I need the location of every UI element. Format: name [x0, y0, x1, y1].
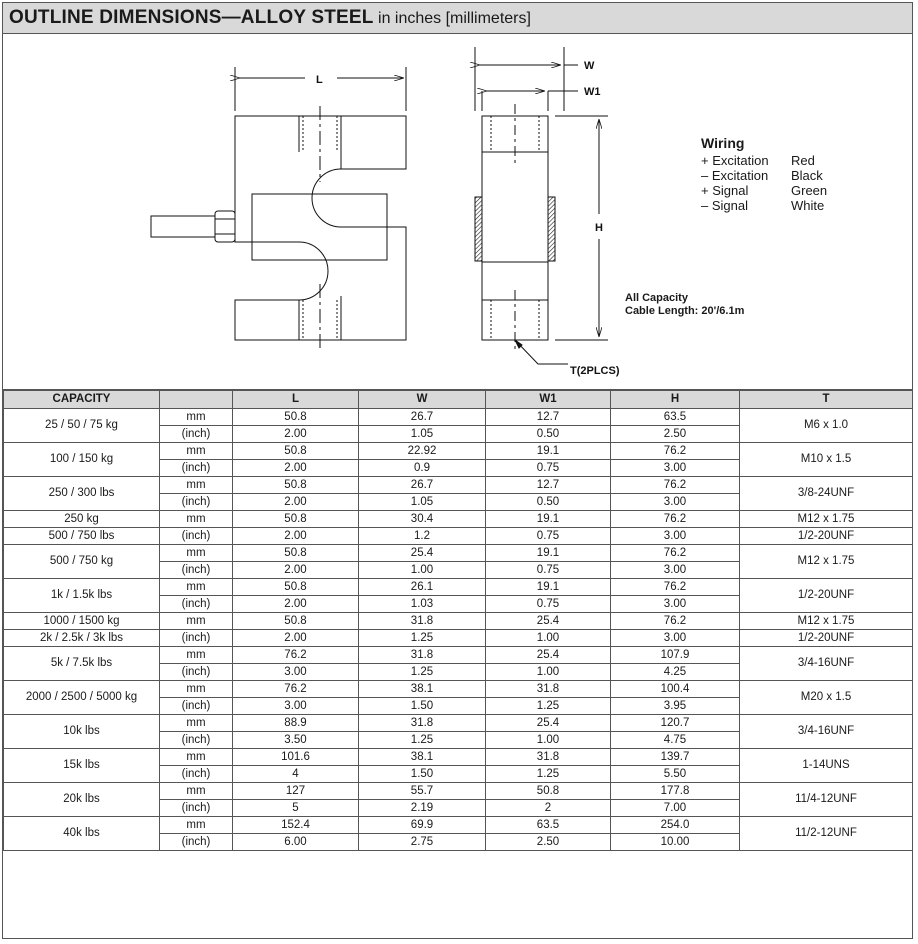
- value-cell: 76.2: [233, 647, 359, 664]
- value-cell: 2.00: [233, 630, 359, 647]
- value-cell: 139.7: [611, 749, 740, 766]
- unit-cell: (inch): [160, 732, 233, 749]
- thread-label: T(2PLCS): [570, 365, 620, 377]
- capacity-cell: 1000 / 1500 kg: [4, 613, 160, 630]
- value-cell: 1.50: [359, 698, 486, 715]
- value-cell: 120.7: [611, 715, 740, 732]
- table-row: [4, 579, 913, 596]
- unit-cell: mm: [160, 817, 233, 834]
- value-cell: 50.8: [233, 409, 359, 426]
- capacity-cell: 500 / 750 kg: [4, 545, 160, 579]
- value-cell: 2.00: [233, 528, 359, 545]
- value-cell: 76.2: [611, 477, 740, 494]
- value-cell: 0.75: [486, 562, 611, 579]
- wiring-row: [701, 198, 891, 213]
- unit-cell: mm: [160, 409, 233, 426]
- wiring-signal: – Excitation: [701, 168, 769, 183]
- thread-cell: M10 x 1.5: [740, 443, 913, 477]
- value-cell: 1.00: [486, 664, 611, 681]
- value-cell: 25.4: [486, 715, 611, 732]
- table-row: [4, 528, 913, 545]
- capacity-cell: 5k / 7.5k lbs: [4, 647, 160, 681]
- thread-cell: M12 x 1.75: [740, 613, 913, 630]
- value-cell: 1.25: [359, 630, 486, 647]
- front-view: [151, 67, 406, 352]
- table-body: [4, 409, 913, 851]
- capacity-cell: 25 / 50 / 75 kg: [4, 409, 160, 443]
- header-capacity: CAPACITY: [4, 391, 160, 409]
- value-cell: 3.00: [611, 562, 740, 579]
- unit-cell: (inch): [160, 834, 233, 851]
- outline-drawing: [3, 34, 912, 390]
- value-cell: 10.00: [611, 834, 740, 851]
- value-cell: 26.1: [359, 579, 486, 596]
- wiring-color: Red: [791, 153, 815, 168]
- title-main: OUTLINE DIMENSIONS—ALLOY STEEL: [9, 7, 374, 28]
- value-cell: 1.25: [486, 698, 611, 715]
- value-cell: 76.2: [611, 545, 740, 562]
- value-cell: 76.2: [611, 579, 740, 596]
- unit-cell: mm: [160, 477, 233, 494]
- capacity-cell: 40k lbs: [4, 817, 160, 851]
- value-cell: 1.25: [486, 766, 611, 783]
- header-H: H: [611, 391, 740, 409]
- value-cell: 3.00: [233, 698, 359, 715]
- value-cell: 19.1: [486, 579, 611, 596]
- value-cell: 5: [233, 800, 359, 817]
- value-cell: 1.25: [359, 732, 486, 749]
- value-cell: 38.1: [359, 749, 486, 766]
- dimensions-table: [3, 390, 913, 851]
- value-cell: 1.05: [359, 426, 486, 443]
- value-cell: 3.00: [611, 460, 740, 477]
- capacity-cell: 15k lbs: [4, 749, 160, 783]
- table-row: [4, 409, 913, 426]
- thread-cell: 1/2-20UNF: [740, 579, 913, 613]
- value-cell: 3.00: [611, 494, 740, 511]
- value-cell: 1.2: [359, 528, 486, 545]
- value-cell: 107.9: [611, 647, 740, 664]
- value-cell: 76.2: [611, 613, 740, 630]
- value-cell: 152.4: [233, 817, 359, 834]
- value-cell: 3.00: [611, 528, 740, 545]
- value-cell: 1.00: [359, 562, 486, 579]
- value-cell: 6.00: [233, 834, 359, 851]
- value-cell: 76.2: [611, 443, 740, 460]
- wiring-legend: [701, 136, 891, 213]
- cable-line-2: Cable Length: 20'/6.1m: [625, 305, 745, 317]
- value-cell: 1.03: [359, 596, 486, 613]
- value-cell: 2.00: [233, 596, 359, 613]
- thread-cell: M20 x 1.5: [740, 681, 913, 715]
- value-cell: 50.8: [233, 443, 359, 460]
- dim-W1-label: W1: [584, 86, 601, 98]
- table-row: [4, 511, 913, 528]
- wiring-color: White: [791, 198, 825, 213]
- value-cell: 12.7: [486, 477, 611, 494]
- unit-cell: (inch): [160, 494, 233, 511]
- dim-H-label: H: [595, 222, 603, 234]
- value-cell: 50.8: [233, 477, 359, 494]
- value-cell: 63.5: [486, 817, 611, 834]
- wiring-title: Wiring: [701, 135, 745, 151]
- value-cell: 2.00: [233, 494, 359, 511]
- header-unit: [160, 391, 233, 409]
- unit-cell: (inch): [160, 596, 233, 613]
- value-cell: 26.7: [359, 409, 486, 426]
- unit-cell: (inch): [160, 630, 233, 647]
- table-header-row: [4, 391, 913, 409]
- value-cell: 26.7: [359, 477, 486, 494]
- value-cell: 31.8: [486, 681, 611, 698]
- thread-cell: 3/8-24UNF: [740, 477, 913, 511]
- unit-cell: mm: [160, 579, 233, 596]
- unit-cell: (inch): [160, 562, 233, 579]
- value-cell: 3.00: [611, 596, 740, 613]
- capacity-cell: 10k lbs: [4, 715, 160, 749]
- thread-cell: 3/4-16UNF: [740, 647, 913, 681]
- unit-cell: mm: [160, 681, 233, 698]
- value-cell: 1.05: [359, 494, 486, 511]
- dim-W-label: W: [584, 60, 595, 72]
- value-cell: 50.8: [233, 613, 359, 630]
- value-cell: 0.9: [359, 460, 486, 477]
- value-cell: 31.8: [359, 715, 486, 732]
- value-cell: 50.8: [233, 579, 359, 596]
- unit-cell: (inch): [160, 698, 233, 715]
- value-cell: 2: [486, 800, 611, 817]
- thread-cell: M12 x 1.75: [740, 511, 913, 528]
- thread-cell: 3/4-16UNF: [740, 715, 913, 749]
- wiring-row: [701, 153, 891, 168]
- thread-cell: M6 x 1.0: [740, 409, 913, 443]
- wiring-color: Black: [791, 168, 823, 183]
- value-cell: 88.9: [233, 715, 359, 732]
- capacity-cell: 500 / 750 lbs: [4, 528, 160, 545]
- value-cell: 2.00: [233, 460, 359, 477]
- value-cell: 4.25: [611, 664, 740, 681]
- wiring-signal: + Excitation: [701, 153, 769, 168]
- thread-cell: 1/2-20UNF: [740, 528, 913, 545]
- value-cell: 127: [233, 783, 359, 800]
- value-cell: 31.8: [359, 613, 486, 630]
- unit-cell: mm: [160, 749, 233, 766]
- value-cell: 50.8: [486, 783, 611, 800]
- value-cell: 19.1: [486, 545, 611, 562]
- value-cell: 0.75: [486, 528, 611, 545]
- unit-cell: (inch): [160, 664, 233, 681]
- value-cell: 31.8: [359, 647, 486, 664]
- table-row: [4, 545, 913, 562]
- wiring-row: [701, 183, 891, 198]
- cable-line-1: All Capacity: [625, 292, 688, 304]
- value-cell: 38.1: [359, 681, 486, 698]
- unit-cell: mm: [160, 511, 233, 528]
- thread-cell: 1/2-20UNF: [740, 630, 913, 647]
- value-cell: 3.50: [233, 732, 359, 749]
- value-cell: 2.00: [233, 426, 359, 443]
- capacity-cell: 1k / 1.5k lbs: [4, 579, 160, 613]
- capacity-cell: 2k / 2.5k / 3k lbs: [4, 630, 160, 647]
- table-row: [4, 817, 913, 834]
- header-W: W: [359, 391, 486, 409]
- thread-cell: 11/4-12UNF: [740, 783, 913, 817]
- value-cell: 30.4: [359, 511, 486, 528]
- thread-cell: 11/2-12UNF: [740, 817, 913, 851]
- unit-cell: mm: [160, 443, 233, 460]
- table-row: [4, 477, 913, 494]
- value-cell: 69.9: [359, 817, 486, 834]
- capacity-cell: 2000 / 2500 / 5000 kg: [4, 681, 160, 715]
- value-cell: 3.95: [611, 698, 740, 715]
- dim-L-label: L: [316, 74, 323, 86]
- value-cell: 2.50: [611, 426, 740, 443]
- header-T: T: [740, 391, 913, 409]
- value-cell: 5.50: [611, 766, 740, 783]
- value-cell: 0.75: [486, 596, 611, 613]
- value-cell: 3.00: [611, 630, 740, 647]
- spec-sheet: [2, 2, 913, 939]
- value-cell: 2.75: [359, 834, 486, 851]
- value-cell: 55.7: [359, 783, 486, 800]
- table-row: [4, 715, 913, 732]
- capacity-cell: 100 / 150 kg: [4, 443, 160, 477]
- value-cell: 4: [233, 766, 359, 783]
- value-cell: 101.6: [233, 749, 359, 766]
- thread-cell: 1-14UNS: [740, 749, 913, 783]
- value-cell: 63.5: [611, 409, 740, 426]
- unit-cell: mm: [160, 783, 233, 800]
- value-cell: 76.2: [233, 681, 359, 698]
- value-cell: 254.0: [611, 817, 740, 834]
- value-cell: 1.00: [486, 630, 611, 647]
- value-cell: 22.92: [359, 443, 486, 460]
- wiring-signal: + Signal: [701, 183, 749, 198]
- capacity-cell: 250 / 300 lbs: [4, 477, 160, 511]
- table-row: [4, 443, 913, 460]
- capacity-cell: 250 kg: [4, 511, 160, 528]
- table-row: [4, 681, 913, 698]
- unit-cell: (inch): [160, 766, 233, 783]
- value-cell: 2.00: [233, 562, 359, 579]
- table-row: [4, 749, 913, 766]
- value-cell: 19.1: [486, 511, 611, 528]
- unit-cell: mm: [160, 545, 233, 562]
- unit-cell: (inch): [160, 426, 233, 443]
- value-cell: 76.2: [611, 511, 740, 528]
- value-cell: 50.8: [233, 545, 359, 562]
- value-cell: 2.19: [359, 800, 486, 817]
- value-cell: 12.7: [486, 409, 611, 426]
- value-cell: 100.4: [611, 681, 740, 698]
- unit-cell: (inch): [160, 460, 233, 477]
- wiring-signal: – Signal: [701, 198, 748, 213]
- value-cell: 2.50: [486, 834, 611, 851]
- value-cell: 3.00: [233, 664, 359, 681]
- wiring-color: Green: [791, 183, 828, 198]
- cable-note: [625, 292, 744, 318]
- value-cell: 1.50: [359, 766, 486, 783]
- capacity-cell: 20k lbs: [4, 783, 160, 817]
- value-cell: 1.00: [486, 732, 611, 749]
- table-row: [4, 630, 913, 647]
- thread-cell: M12 x 1.75: [740, 545, 913, 579]
- unit-cell: (inch): [160, 800, 233, 817]
- unit-cell: mm: [160, 647, 233, 664]
- value-cell: 177.8: [611, 783, 740, 800]
- header-W1: W1: [486, 391, 611, 409]
- value-cell: 0.50: [486, 426, 611, 443]
- table-row: [4, 647, 913, 664]
- title-units: in inches [millimeters]: [373, 10, 531, 27]
- value-cell: 19.1: [486, 443, 611, 460]
- unit-cell: (inch): [160, 528, 233, 545]
- value-cell: 50.8: [233, 511, 359, 528]
- table-row: [4, 783, 913, 800]
- value-cell: 1.25: [359, 664, 486, 681]
- value-cell: 4.75: [611, 732, 740, 749]
- header-L: L: [233, 391, 359, 409]
- value-cell: 25.4: [486, 647, 611, 664]
- value-cell: 7.00: [611, 800, 740, 817]
- unit-cell: mm: [160, 715, 233, 732]
- wiring-row: [701, 168, 891, 183]
- value-cell: 25.4: [486, 613, 611, 630]
- table-row: [4, 613, 913, 630]
- value-cell: 31.8: [486, 749, 611, 766]
- value-cell: 0.75: [486, 460, 611, 477]
- value-cell: 25.4: [359, 545, 486, 562]
- section-title: [3, 3, 912, 34]
- value-cell: 0.50: [486, 494, 611, 511]
- unit-cell: mm: [160, 613, 233, 630]
